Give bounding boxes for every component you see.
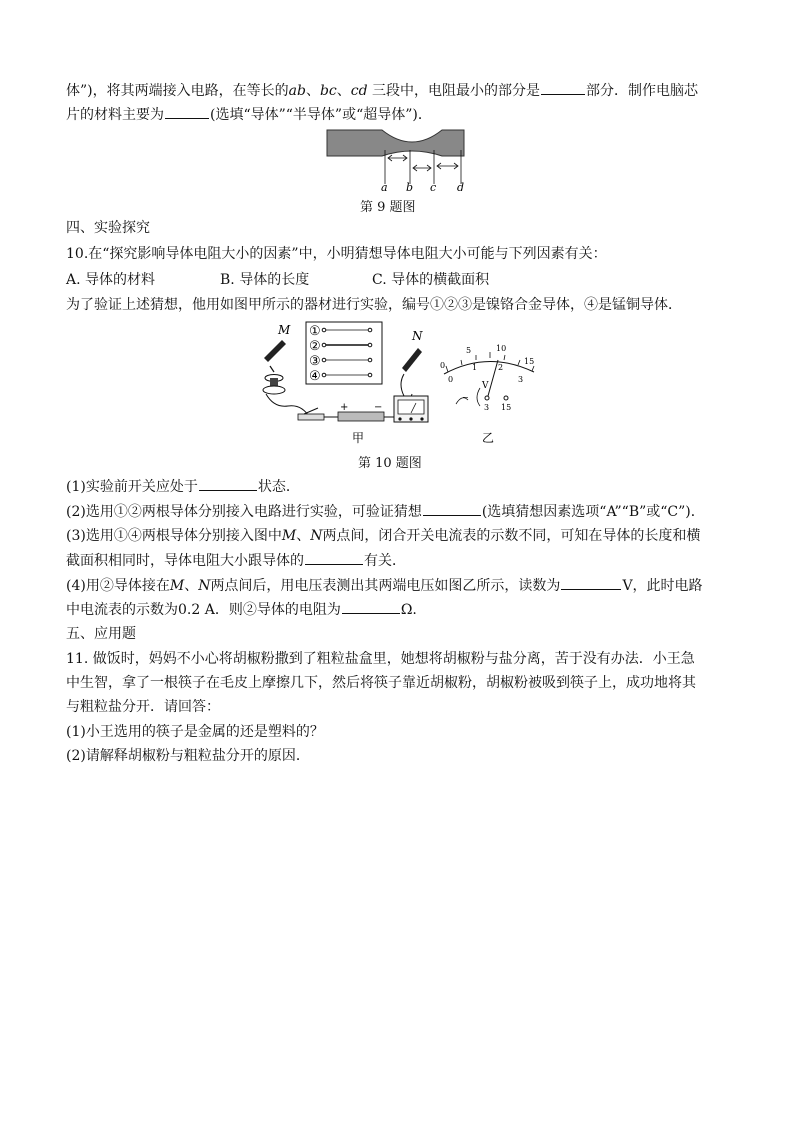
wire-terminal xyxy=(368,373,372,377)
q10-text: 状态． xyxy=(257,479,300,495)
q10-figure-caption: 第 10 题图 xyxy=(358,456,422,471)
q11-line3: 与粗粒盐分开．请回答： xyxy=(66,699,220,715)
answer-blank[interactable] xyxy=(423,501,481,516)
q9-text: 部分．制作电脑芯 xyxy=(586,83,699,99)
ammeter-dial xyxy=(398,400,424,414)
q9-text: 片的材料主要为 xyxy=(66,107,164,123)
q10-text: 截面积相同时，导体电阻大小跟导体的 xyxy=(66,553,304,569)
terminal-15-post xyxy=(504,396,508,400)
wire-terminal xyxy=(322,328,326,332)
q10-part1 xyxy=(66,476,300,497)
q9-figure-caption: 第 9 题图 xyxy=(360,200,416,215)
q10-text: (4)用②导体接在 xyxy=(66,578,170,594)
q9-line2 xyxy=(66,104,432,125)
wire-number-3: ③ xyxy=(309,354,321,369)
voltmeter-needle xyxy=(488,360,498,396)
segment-bc: bc xyxy=(319,83,337,99)
q10-circuit-figure xyxy=(252,320,552,446)
label-n: N xyxy=(412,329,423,343)
answer-blank[interactable] xyxy=(199,476,257,491)
ammeter-terminal xyxy=(409,417,412,420)
q11-line2: 中生智，拿了一根筷子在毛皮上摩擦几下，然后将筷子靠近胡椒粉，胡椒粉被吸到筷子上，成功地将其 xyxy=(66,675,696,691)
q11-part2: (2)请解释胡椒粉与粗粒盐分开的原因． xyxy=(66,748,310,764)
q10-text: (2)选用①②两根导体分别接入电路进行实验，可验证猜想 xyxy=(66,504,422,520)
label-m: M xyxy=(278,323,291,337)
lead-wire-n xyxy=(401,374,412,399)
q9-text: 体”)，将其两端接入电路，在等长的 xyxy=(66,83,289,99)
wire-number-4: ④ xyxy=(309,369,321,384)
label-yi: 乙 xyxy=(482,431,495,445)
wire-terminal xyxy=(322,373,326,377)
wire-number-1: ① xyxy=(309,324,321,339)
q10-intro: 为了验证上述猜想，他用如图甲所示的器材进行实验，编号①②③是镍铬合金导体，④是锰铜导体． xyxy=(66,297,682,313)
scale-bottom-0: 0 xyxy=(448,375,454,384)
point-n: N xyxy=(310,528,323,544)
label-jia: 甲 xyxy=(352,431,365,445)
battery-plus: + xyxy=(340,402,349,413)
q10-part4-line2 xyxy=(66,599,417,620)
scale-bottom-1: 1 xyxy=(472,363,478,372)
separator: 、 xyxy=(184,578,199,594)
q10-part3-line1 xyxy=(66,526,700,546)
ammeter-terminal xyxy=(420,417,423,420)
q11-part1: (1)小王选用的筷子是金属的还是塑料的？ xyxy=(66,724,324,740)
separator: 、 xyxy=(336,83,351,99)
wire-terminal xyxy=(368,343,372,347)
scale-bottom-3: 3 xyxy=(518,375,524,384)
voltmeter-lead xyxy=(477,388,480,406)
voltmeter-unit: V xyxy=(482,381,489,391)
scale-top-10: 10 xyxy=(496,344,507,353)
point-m: M xyxy=(281,528,297,544)
separator: 、 xyxy=(305,83,320,99)
switch xyxy=(298,414,324,420)
arrow-cd xyxy=(437,163,458,169)
ammeter-terminal xyxy=(398,417,401,420)
q10-stem: 10.在“探究影响导体电阻大小的因素”中，小明猜想导体电阻大小可能与下列因素有关： xyxy=(66,246,607,262)
answer-blank[interactable] xyxy=(541,80,585,95)
terminal-3-post xyxy=(485,396,489,400)
point-n: N xyxy=(198,578,211,594)
wire-terminal xyxy=(368,358,372,362)
q10-text: V，此时电路 xyxy=(622,578,703,594)
label-b: b xyxy=(406,181,414,192)
q11-line1: 11. 做饭时，妈妈不小心将胡椒粉撒到了粗粒盐盒里，她想将胡椒粉与盐分离，苦于没有办法．小王急 xyxy=(66,651,695,667)
q10-text: (选填猜想因素选项“A”“B”或“C”)． xyxy=(481,504,705,520)
clip-lead-m xyxy=(270,366,274,372)
answer-blank[interactable] xyxy=(165,104,209,119)
q10-text: 中电流表的示数为0.2 A．则②导体的电阻为 xyxy=(66,602,341,618)
scale-top-5: 5 xyxy=(466,346,472,355)
q10-part4-line1 xyxy=(66,575,703,596)
q10-part3-line2 xyxy=(66,550,406,571)
clip-post-m xyxy=(270,378,278,386)
scale-bottom-2: 2 xyxy=(498,363,504,372)
scale-top-0: 0 xyxy=(440,361,446,370)
segment-ab: ab xyxy=(288,83,306,99)
conductor-shape xyxy=(327,130,464,156)
label-a: a xyxy=(381,181,388,192)
q9-text: 三段中，电阻最小的部分是 xyxy=(367,83,541,99)
switch-lever xyxy=(304,408,318,414)
option-b: B. 导体的长度 xyxy=(220,272,310,288)
separator: 、 xyxy=(296,528,311,544)
label-d: d xyxy=(457,181,465,192)
wire-number-2: ② xyxy=(309,339,321,354)
label-c: c xyxy=(430,181,437,192)
section4-title: 四、实验探究 xyxy=(66,220,150,236)
wire-terminal xyxy=(322,343,326,347)
scale-top-15: 15 xyxy=(524,357,535,366)
terminal-3: 3 xyxy=(484,403,490,412)
segment-cd: cd xyxy=(350,83,368,99)
q10-text: (1)实验前开关应处于 xyxy=(66,479,198,495)
q10-part2 xyxy=(66,501,705,522)
section5-title: 五、应用题 xyxy=(66,626,136,642)
option-c: C. 导体的横截面积 xyxy=(372,272,490,288)
option-a: A. 导体的材料 xyxy=(66,272,156,288)
arrow-ab xyxy=(388,155,407,161)
terminal-minus: − xyxy=(462,393,469,402)
answer-blank[interactable] xyxy=(342,599,400,614)
q9-text: (选填“导体”“半导体”或“超导体”)． xyxy=(210,107,432,123)
battery-minus: − xyxy=(374,402,383,413)
alligator-clip-m xyxy=(264,340,286,362)
point-m: M xyxy=(169,578,185,594)
q10-options xyxy=(66,270,489,290)
q10-text: 两点间后，用电压表测出其两端电压如图乙所示，读数为 xyxy=(210,578,561,594)
terminal-15: 15 xyxy=(501,403,512,412)
q10-text: Ω. xyxy=(400,602,417,618)
q10-text: (3)选用①④两根导体分别接入图中 xyxy=(66,528,282,544)
q9-conductor-figure xyxy=(322,128,472,192)
voltmeter-ticks xyxy=(446,352,534,372)
q9-line1 xyxy=(66,80,698,101)
q10-text: 有关． xyxy=(364,553,406,569)
answer-blank[interactable] xyxy=(561,575,621,590)
battery xyxy=(338,412,384,421)
alligator-clip-n xyxy=(402,348,422,372)
q10-text: 两点间，闭合开关电流表的示数不同，可知在导体的长度和横 xyxy=(322,528,701,544)
wire-terminal xyxy=(322,358,326,362)
arrow-bc xyxy=(413,165,431,171)
voltmeter-scale-arc xyxy=(444,361,534,374)
clip-stand-m xyxy=(263,386,285,394)
answer-blank[interactable] xyxy=(305,550,363,565)
wire-terminal xyxy=(368,328,372,332)
